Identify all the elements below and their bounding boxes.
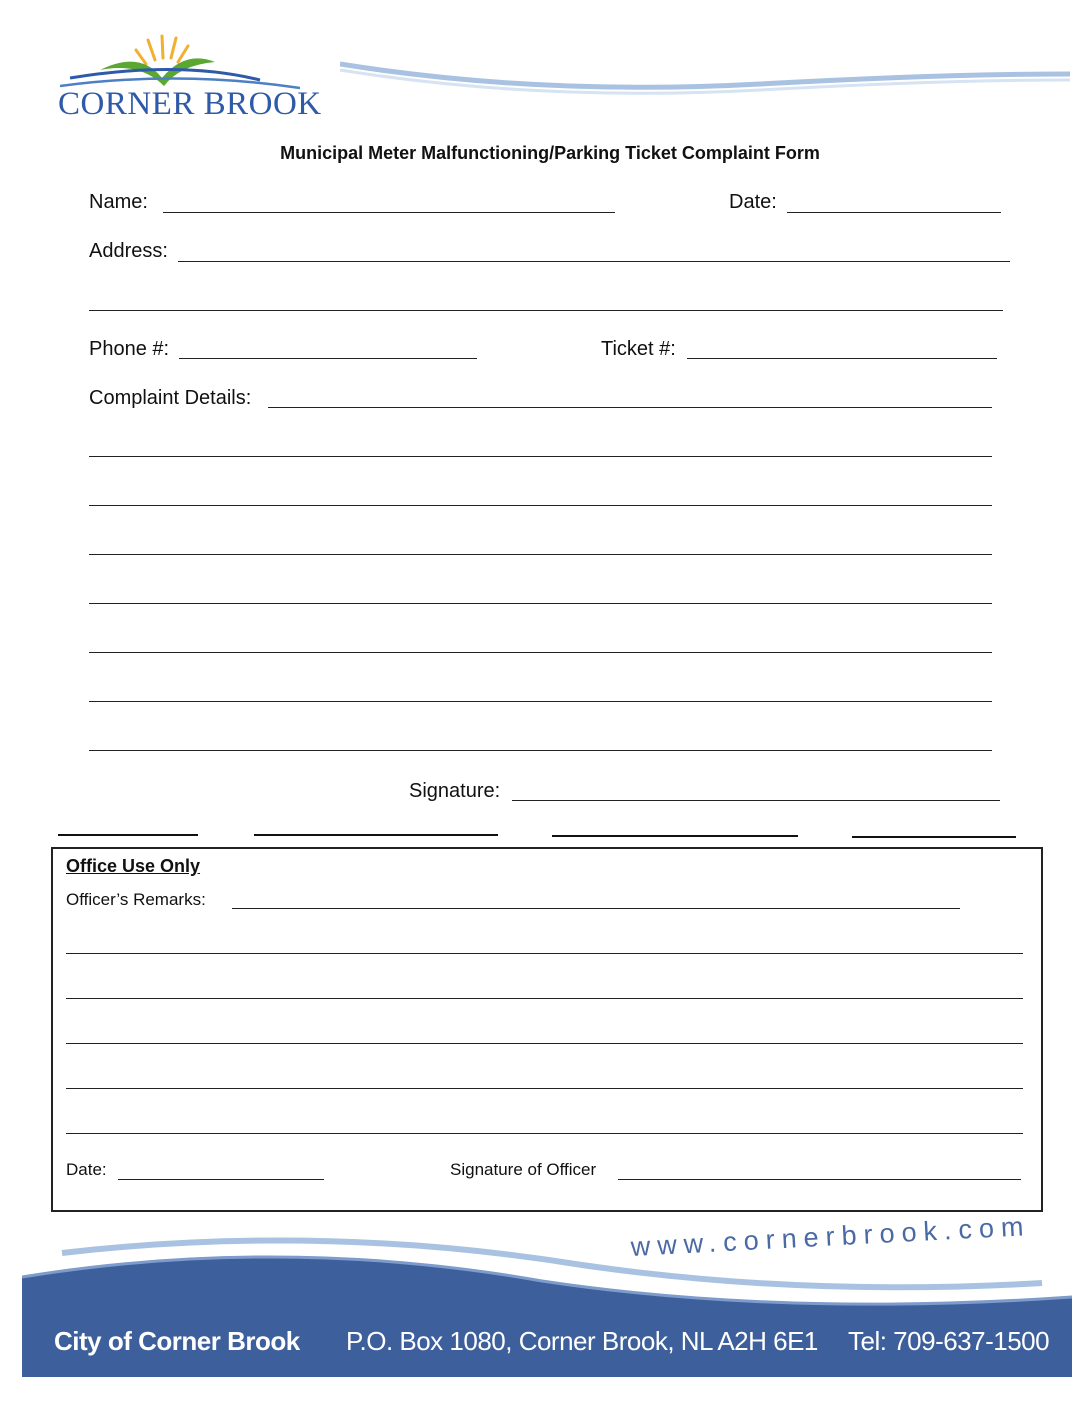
signature-field[interactable] bbox=[512, 800, 1000, 801]
phone-label: Phone #: bbox=[89, 338, 170, 360]
complaint-line[interactable] bbox=[89, 505, 992, 506]
officer-signature-label: Signature of Officer bbox=[450, 1160, 597, 1179]
footer-phone: Tel: 709-637-1500 bbox=[848, 1326, 1050, 1356]
form-title: Municipal Meter Malfunctioning/Parking Ticket Complaint Form bbox=[280, 143, 820, 163]
signature-label: Signature: bbox=[409, 780, 501, 802]
address-field[interactable] bbox=[178, 261, 1010, 262]
date-label: Date: bbox=[729, 191, 777, 213]
complaint-line[interactable] bbox=[89, 554, 992, 555]
ticket-label: Ticket #: bbox=[601, 338, 676, 360]
office-use-title: Office Use Only bbox=[66, 856, 201, 876]
footer-city: City of Corner Brook bbox=[54, 1326, 300, 1356]
ticket-field[interactable] bbox=[687, 358, 997, 359]
complaint-line[interactable] bbox=[89, 652, 992, 653]
officer-signature-field[interactable] bbox=[618, 1179, 1021, 1180]
officer-remarks-field[interactable] bbox=[232, 908, 960, 909]
office-date-label: Date: bbox=[66, 1160, 107, 1179]
name-label: Name: bbox=[89, 191, 148, 213]
complaint-line[interactable] bbox=[89, 750, 992, 751]
address-label: Address: bbox=[89, 240, 168, 262]
complaint-line[interactable] bbox=[89, 603, 992, 604]
remarks-line[interactable] bbox=[66, 1043, 1023, 1044]
officer-remarks-label: Officer’s Remarks: bbox=[66, 890, 206, 909]
remarks-line[interactable] bbox=[66, 953, 1023, 954]
logo-text: CORNER BROOK bbox=[58, 86, 322, 122]
header-swoosh bbox=[340, 56, 1070, 106]
phone-field[interactable] bbox=[179, 358, 477, 359]
address-field-line-2[interactable] bbox=[89, 310, 1003, 311]
complaint-line[interactable] bbox=[89, 456, 992, 457]
office-date-field[interactable] bbox=[118, 1179, 324, 1180]
remarks-line[interactable] bbox=[66, 998, 1023, 999]
complaint-field[interactable] bbox=[268, 407, 992, 408]
footer-address: P.O. Box 1080, Corner Brook, NL A2H 6E1 bbox=[346, 1326, 818, 1356]
complaint-label: Complaint Details: bbox=[89, 387, 252, 409]
remarks-line[interactable] bbox=[66, 1088, 1023, 1089]
website-link[interactable]: www.cornerbrook.com bbox=[630, 1211, 1032, 1262]
complaint-line[interactable] bbox=[89, 701, 992, 702]
section-divider bbox=[58, 830, 1018, 842]
name-field[interactable] bbox=[163, 212, 615, 213]
remarks-line[interactable] bbox=[66, 1133, 1023, 1134]
date-field[interactable] bbox=[787, 212, 1001, 213]
